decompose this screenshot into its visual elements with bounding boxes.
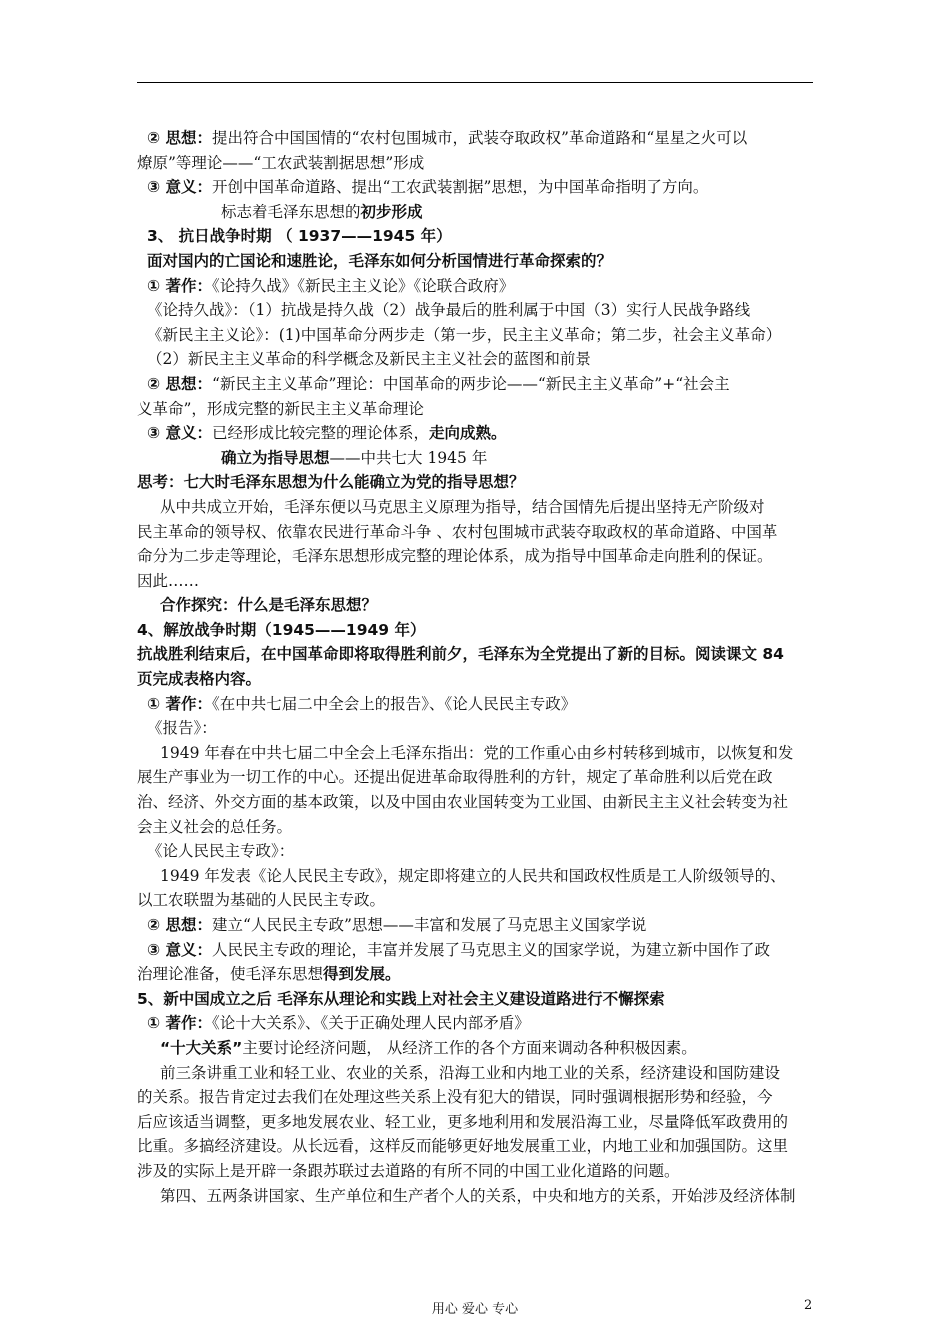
header-rule [137,82,813,83]
text-run: 1949 年发表《论人民民主专政》，规定即将建立的人民共和国政权性质是工人阶级领导的、 [160,866,786,885]
text-line [137,741,813,766]
text-line [137,274,813,299]
text-line [137,692,813,717]
text-line [137,618,813,643]
text-run: 《在中共七届二中全会上的报告》、《论人民民主专政》 [212,694,577,713]
text-run: 《论持久战》《新民主主义论》《论联合政府》 [212,276,515,295]
bold-text: ② 思想： [147,374,213,393]
bold-text: ② 思想： [147,916,213,934]
text-line [137,544,813,569]
text-line [137,397,813,422]
text-run: 《论十大关系》、《关于正确处理人民内部矛盾》 [212,1014,530,1033]
text-line [137,1036,813,1061]
text-line [137,1061,813,1086]
text-line [137,667,813,692]
text-run: 治理论准备，使毛泽东思想 [137,965,324,984]
text-run: 的关系。报告肯定过去我们在处理这些关系上没有犯大的错误，同时强调根据形势和经验，今 [137,1088,773,1107]
bold-text: 3、 抗日战争时期 （ 1937——1945 年） [147,227,452,246]
text-line [137,839,813,864]
text-run: 建立“人民民主专政”思想——丰富和发展了马克思主义国家学说 [212,916,647,934]
text-line [137,962,813,987]
bold-text: ① 著作： [147,1014,213,1033]
text-run: 主要讨论经济问题， 从经济工作的各个方面来调动各种积极因素。 [242,1038,697,1057]
bold-text: ③ 意义： [147,178,213,197]
bold-text: “十大关系” [160,1038,243,1057]
text-line [137,495,813,520]
text-run: 前三条讲重工业和轻工业、农业的关系，沿海工业和内地工业的关系，经济建设和国防建设 [160,1063,781,1082]
bold-text: 抗战胜利结束后，在中国革命即将取得胜利前夕，毛泽东为全党提出了新的目标。阅读课文 84 [137,645,784,664]
text-line [137,569,813,594]
bold-text: 思考：七大时毛泽东思想为什么能确立为党的指导思想？ [137,473,525,492]
bold-text: ③ 意义： [147,424,213,443]
footer-slogan: 用心 爱心 专心 [431,1302,519,1317]
text-line [137,790,813,815]
text-run: 展生产事业为一切工作的中心。还提出促进革命取得胜利的方针，规定了革命胜利以后党在政 [137,768,773,787]
bold-text: 5、新中国成立之后 毛泽东从理论和实践上对社会主义建设道路进行不懈探索 [137,989,665,1008]
bold-text: ① 著作： [147,276,213,295]
text-line [137,1110,813,1135]
text-run: 第四、五两条讲国家、生产单位和生产者个人的关系，中央和地方的关系，开始涉及经济体制 [160,1186,796,1205]
text-run: 《论持久战》：（1）抗战是持久战（2）战争最后的胜利属于中国（3）实行人民战争路线 [147,301,751,320]
text-run: 治、经济、外交方面的基本政策，以及中国由农业国转变为工业国、由新民主主义社会转变为社 [137,793,789,812]
text-line [137,642,813,667]
text-run: 从中共成立开始，毛泽东便以马克思主义原理为指导，结合国情先后提出坚持无产阶级对 [160,497,765,516]
text-run: 涉及的实际上是开辟一条跟苏联过去道路的有所不同的中国工业化道路的问题。 [137,1161,680,1180]
text-run: 民主革命的领导权、依靠农民进行革命斗争 、农村包围城市武装夺取政权的革命道路、中国革 [137,522,778,541]
document-body [137,126,813,1208]
text-line [137,938,813,963]
text-run: 提出符合中国国情的“农村包围城市，武装夺取政权”革命道路和“星星之火可以 [212,129,748,147]
text-run: 燎原”等理论——“工农武装割据思想”形成 [137,153,425,172]
bold-text: 面对国内的亡国论和速胜论，毛泽东如何分析国情进行革命探索的？ [147,251,613,270]
text-run: 1949 年春在中共七届二中全会上毛泽东指出：党的工作重心由乡村转移到城市，以恢复和发 [160,743,794,762]
text-line [137,864,813,889]
text-run: 开创中国革命道路、提出“工农武装割据”思想，为中国革命指明了方向。 [212,178,709,197]
text-line [137,913,813,938]
text-line [137,421,813,446]
bold-text: ② 思想： [147,129,213,147]
text-run: 标志着毛泽东思想的 [221,202,361,221]
text-line [137,888,813,913]
text-line [137,1134,813,1159]
text-run: 《报告》： [147,719,217,738]
bold-text: ① 著作： [147,694,213,713]
text-line [137,323,813,348]
text-line [137,716,813,741]
bold-text: 确立为指导思想 [221,448,330,467]
text-line [137,126,813,151]
text-run: 因此…… [137,571,200,590]
text-line [137,593,813,618]
text-run: 《论人民民主专政》： [147,842,295,861]
text-line [137,175,813,200]
bold-text: 页完成表格内容。 [137,670,262,689]
text-line [137,446,813,471]
text-line [137,520,813,545]
bold-text: 合作探究：什么是毛泽东思想？ [160,596,378,615]
text-line [137,372,813,397]
text-line [137,347,813,372]
text-run: 以工农联盟为基础的人民民主专政。 [137,891,386,910]
text-line [137,298,813,323]
page-footer [0,1298,950,1318]
text-line [137,765,813,790]
text-run: 命分为二步走等理论，毛泽东思想形成完整的理论体系，成为指导中国革命走向胜利的保证。 [137,547,773,566]
text-line [137,224,813,249]
text-line [137,1184,813,1209]
text-run: （2）新民主主义革命的科学概念及新民主主义社会的蓝图和前景 [147,350,591,369]
text-run: “新民主主义革命”理论：中国革命的两步论——“新民主主义革命”+“社会主 [212,374,730,393]
text-line [137,1011,813,1036]
text-run: ——中共七大 1945 年 [329,448,488,467]
text-line [137,200,813,225]
text-line [137,815,813,840]
text-line [137,470,813,495]
text-line [137,987,813,1012]
text-run: 比重。多搞经济建设。从长远看，这样反而能够更好地发展重工业，内地工业和加强国防。这里 [137,1137,789,1156]
text-run: 会主义社会的总任务。 [137,817,293,836]
text-line [137,249,813,274]
text-run: 《新民主主义论》：(1)中国革命分两步走（第一步，民主主义革命；第二步，社会主义革命） [147,325,782,344]
text-run: 义革命”，形成完整的新民主主义革命理论 [137,399,424,418]
bold-text: 初步形成 [360,202,423,221]
text-line [137,151,813,176]
text-run: 后应该适当调整，更多地发展农业、轻工业，更多地利用和发展沿海工业，尽量降低军政费用的 [137,1112,789,1131]
page-number: 2 [804,1298,813,1313]
text-line [137,1159,813,1184]
bold-text: 4、解放战争时期（1945——1949 年） [137,620,426,639]
text-run: 人民民主专政的理论，丰富并发展了马克思主义的国家学说，为建立新中国作了政 [212,940,771,959]
bold-text: 得到发展。 [323,965,401,984]
text-line [137,1085,813,1110]
bold-text: ③ 意义： [147,940,213,959]
bold-text: 走向成熟。 [429,424,507,443]
text-run: 已经形成比较完整的理论体系， [212,424,430,443]
